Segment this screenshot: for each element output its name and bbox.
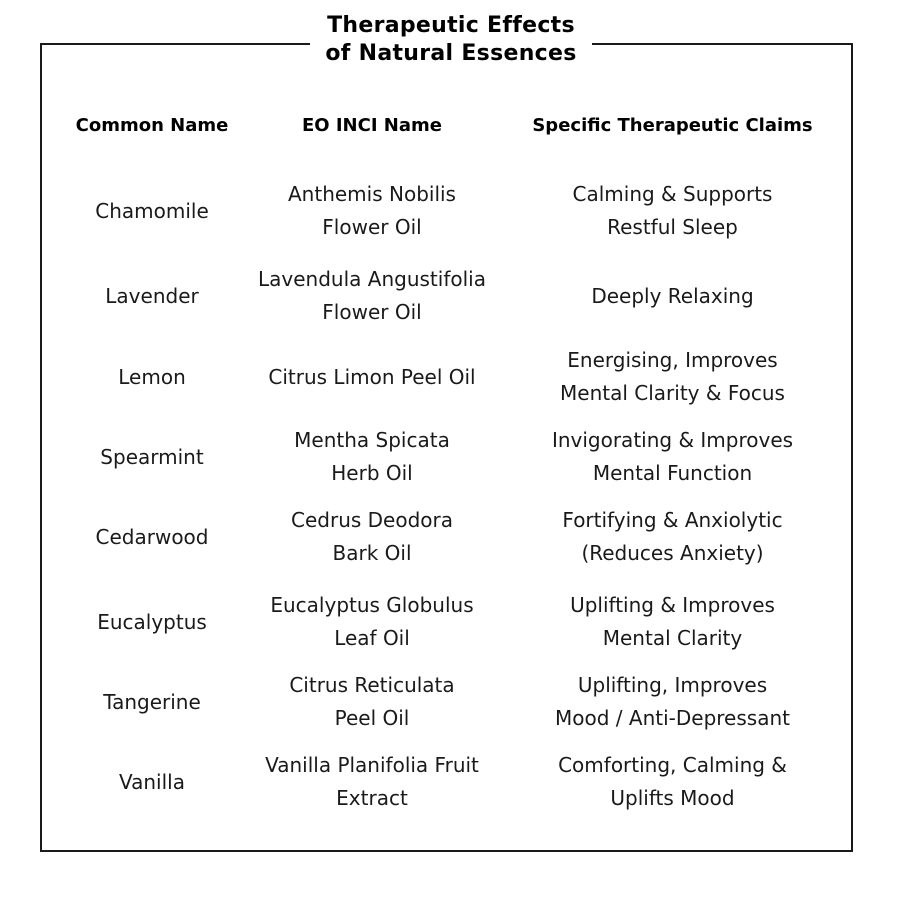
therapeutic-claims-cell-line: Comforting, Calming &	[558, 753, 787, 777]
common-name-cell	[52, 419, 252, 495]
common-name-cell	[52, 584, 252, 660]
common-name-cell-line: Cedarwood	[95, 524, 209, 549]
inci-name-cell-line: Peel Oil	[334, 706, 410, 730]
therapeutic-claims-cell	[515, 744, 830, 820]
table-row	[0, 173, 900, 249]
table-row	[0, 258, 900, 334]
table-row	[0, 499, 900, 575]
inci-name-cell	[242, 258, 502, 334]
table-row	[0, 744, 900, 820]
inci-name-cell-line: Flower Oil	[322, 215, 422, 239]
therapeutic-claims-cell-line: Restful Sleep	[607, 215, 738, 239]
therapeutic-claims-cell	[515, 584, 830, 660]
therapeutic-claims-cell	[515, 258, 830, 334]
table-row	[0, 664, 900, 740]
table-row	[0, 339, 900, 415]
common-name-cell	[52, 339, 252, 415]
common-name-cell-line: Lemon	[118, 364, 186, 389]
inci-name-cell-line: Citrus Reticulata	[289, 673, 455, 697]
common-name-cell	[52, 499, 252, 575]
therapeutic-claims-cell-line: Mental Function	[592, 461, 753, 485]
inci-name-cell	[242, 173, 502, 249]
common-name-cell	[52, 744, 252, 820]
inci-name-cell-line: Anthemis Nobilis	[288, 182, 456, 206]
header-common-name: Common Name	[75, 115, 229, 136]
inci-name-cell	[242, 499, 502, 575]
inci-name-cell	[242, 584, 502, 660]
inci-name-cell	[242, 339, 502, 415]
therapeutic-claims-cell-line: Uplifts Mood	[610, 786, 735, 810]
therapeutic-claims-cell	[515, 499, 830, 575]
table-row	[0, 419, 900, 495]
inci-name-cell-line: Citrus Limon Peel Oil	[268, 364, 476, 389]
common-name-cell-line: Vanilla	[119, 769, 185, 794]
common-name-cell-line: Lavender	[105, 283, 199, 308]
inci-name-cell	[242, 744, 502, 820]
therapeutic-claims-cell	[515, 664, 830, 740]
therapeutic-claims-cell-line: Uplifting & Improves	[570, 593, 775, 617]
common-name-cell	[52, 664, 252, 740]
page-title	[310, 12, 592, 68]
inci-name-cell-line: Extract	[336, 786, 408, 810]
inci-name-cell-line: Cedrus Deodora	[291, 508, 453, 532]
therapeutic-claims-cell-line: (Reduces Anxiety)	[581, 541, 764, 565]
therapeutic-claims-cell	[515, 339, 830, 415]
common-name-cell-line: Spearmint	[100, 444, 204, 469]
therapeutic-claims-cell-line: Mental Clarity	[602, 626, 743, 650]
inci-name-cell-line: Eucalyptus Globulus	[270, 593, 474, 617]
common-name-cell	[52, 258, 252, 334]
inci-name-cell-line: Bark Oil	[332, 541, 412, 565]
inci-name-cell-line: Mentha Spicata	[294, 428, 450, 452]
common-name-cell-line: Tangerine	[103, 689, 201, 714]
common-name-cell	[52, 173, 252, 249]
inci-name-cell-line: Flower Oil	[322, 300, 422, 324]
title-line-1: Therapeutic Effects	[327, 13, 575, 38]
inci-name-cell-line: Leaf Oil	[334, 626, 410, 650]
therapeutic-claims-cell-line: Uplifting, Improves	[577, 673, 768, 697]
therapeutic-claims-cell-line: Mental Clarity & Focus	[560, 381, 785, 405]
table-row	[0, 584, 900, 660]
therapeutic-claims-cell-line: Calming & Supports	[572, 182, 773, 206]
inci-name-cell-line: Lavendula Angustifolia	[258, 267, 486, 291]
inci-name-cell	[242, 664, 502, 740]
common-name-cell-line: Eucalyptus	[97, 609, 207, 634]
therapeutic-claims-cell-line: Fortifying & Anxiolytic	[562, 508, 783, 532]
inci-name-cell	[242, 419, 502, 495]
therapeutic-claims-cell-line: Mood / Anti-Depressant	[555, 706, 790, 730]
therapeutic-claims-cell	[515, 173, 830, 249]
header-therapeutic-claims: Specific Therapeutic Claims	[532, 115, 813, 136]
inci-name-cell-line: Vanilla Planifolia Fruit	[265, 753, 479, 777]
inci-name-cell-line: Herb Oil	[331, 461, 413, 485]
therapeutic-claims-cell-line: Deeply Relaxing	[591, 283, 754, 308]
common-name-cell-line: Chamomile	[95, 198, 209, 223]
therapeutic-claims-cell-line: Invigorating & Improves	[551, 428, 794, 452]
therapeutic-claims-cell	[515, 419, 830, 495]
therapeutic-claims-cell-line: Energising, Improves	[567, 348, 778, 372]
title-line-2: of Natural Essences	[325, 41, 577, 66]
header-inci-name: EO INCI Name	[302, 115, 442, 136]
